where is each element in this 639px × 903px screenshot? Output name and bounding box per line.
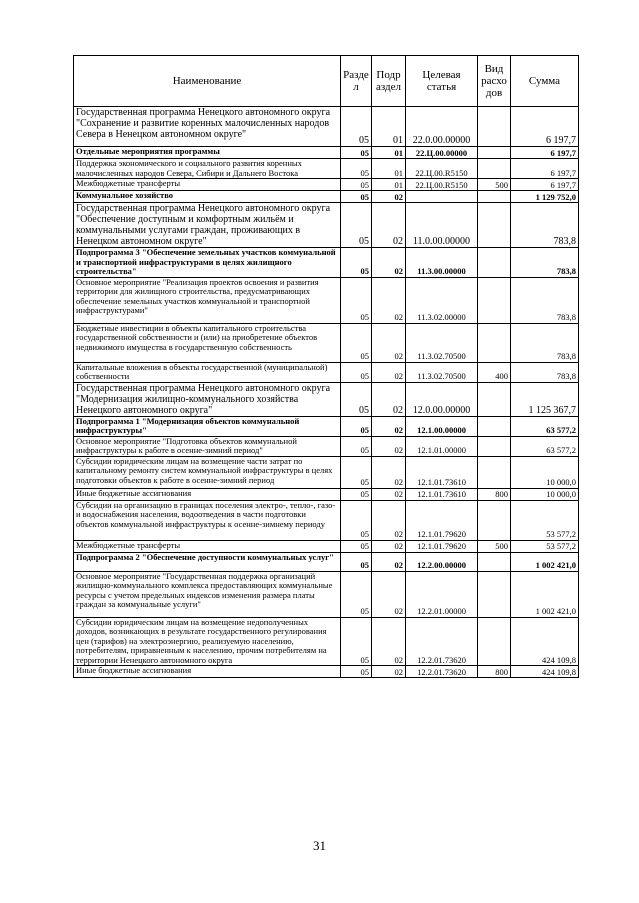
row-podrazdel: 02 xyxy=(372,617,406,666)
row-razdel: 05 xyxy=(341,179,372,191)
row-vid xyxy=(478,416,511,436)
row-vid xyxy=(478,571,511,617)
row-podrazdel: 01 xyxy=(372,179,406,191)
row-target: 22.0.00.00000 xyxy=(406,107,478,147)
row-sum: 63 577,2 xyxy=(511,436,579,456)
row-sum: 1 125 367,7 xyxy=(511,382,579,416)
row-sum: 63 577,2 xyxy=(511,416,579,436)
page-number: 31 xyxy=(313,838,326,853)
row-vid xyxy=(478,617,511,666)
row-podrazdel: 01 xyxy=(372,147,406,159)
row-sum: 10 000,0 xyxy=(511,456,579,488)
row-razdel: 05 xyxy=(341,436,372,456)
row-sum: 783,8 xyxy=(511,323,579,362)
row-vid xyxy=(478,147,511,159)
row-name: Основное мероприятие "Государственная поддержка организаций жилищно-коммунального комплекса предоставляющих коммунальные ресурсы с учетом предельных индексов изменения размера платы граждан за коммунальные услуги" xyxy=(74,571,341,617)
row-razdel: 05 xyxy=(341,456,372,488)
table-body xyxy=(74,107,579,678)
row-sum: 1 129 752,0 xyxy=(511,191,579,203)
row-target: 22.Ц.00.R5150 xyxy=(406,159,478,179)
row-vid: 800 xyxy=(478,488,511,500)
row-podrazdel: 02 xyxy=(372,456,406,488)
table-row xyxy=(74,571,579,617)
table-row xyxy=(74,666,579,678)
row-vid: 400 xyxy=(478,362,511,382)
row-name: Государственная программа Ненецкого автономного округа "Обеспечение доступным и комфортным жильём и коммунальными услугами граждан, проживающих в Ненецком автономном округе" xyxy=(74,203,341,248)
row-sum: 783,8 xyxy=(511,203,579,248)
row-target: 12.2.00.00000 xyxy=(406,552,478,571)
row-podrazdel: 01 xyxy=(372,107,406,147)
row-sum: 783,8 xyxy=(511,362,579,382)
row-target: 11.0.00.00000 xyxy=(406,203,478,248)
row-vid xyxy=(478,191,511,203)
budget-table xyxy=(73,55,579,678)
table-row xyxy=(74,456,579,488)
header-sum: Сумма xyxy=(511,56,579,107)
row-vid: 500 xyxy=(478,540,511,552)
row-target: 12.2.01.00000 xyxy=(406,571,478,617)
row-razdel: 05 xyxy=(341,248,372,278)
row-razdel: 05 xyxy=(341,488,372,500)
header-target: Целевая статья xyxy=(406,56,478,107)
row-name: Субсидии юридическим лицам на возмещение недополученных доходов, возникающих в результате государственного регулирования цен (тарифов) на электроэнергию, реализуемую населению, потребителям, приравненным к населению, прочим потребителям на территории Ненецкого автономного округа xyxy=(74,617,341,666)
table-row xyxy=(74,203,579,248)
row-target: 11.3.02.00000 xyxy=(406,277,478,323)
table-row xyxy=(74,500,579,540)
row-razdel: 05 xyxy=(341,277,372,323)
header-name: Наименование xyxy=(74,56,341,107)
table-row xyxy=(74,382,579,416)
row-name: Государственная программа Ненецкого автономного округа "Модернизация жилищно-коммунального хозяйства Ненецкого автономного округа" xyxy=(74,382,341,416)
row-sum: 6 197,7 xyxy=(511,159,579,179)
row-sum: 10 000,0 xyxy=(511,488,579,500)
row-target: 22.Ц.00.00000 xyxy=(406,147,478,159)
row-vid xyxy=(478,159,511,179)
table-row xyxy=(74,179,579,191)
row-name: Капитальные вложения в объекты государственной (муниципальной) собственности xyxy=(74,362,341,382)
row-vid xyxy=(478,277,511,323)
row-razdel: 05 xyxy=(341,159,372,179)
row-name: Подпрограмма 1 "Модернизация объектов коммунальной инфраструктуры" xyxy=(74,416,341,436)
row-sum: 6 197,7 xyxy=(511,107,579,147)
table-row xyxy=(74,147,579,159)
row-target: 11.3.00.00000 xyxy=(406,248,478,278)
row-sum: 53 577,2 xyxy=(511,500,579,540)
row-sum: 424 109,8 xyxy=(511,666,579,678)
table-row xyxy=(74,362,579,382)
row-name: Иные бюджетные ассигнования xyxy=(74,488,341,500)
table-row xyxy=(74,436,579,456)
row-podrazdel: 02 xyxy=(372,416,406,436)
row-vid xyxy=(478,382,511,416)
row-vid: 800 xyxy=(478,666,511,678)
row-name: Субсидии юридическим лицам на возмещение части затрат по капитальному ремонту систем коммунальной инфраструктуры в целях подготовки объектов к работе в осенне-зимний период xyxy=(74,456,341,488)
row-name: Бюджетные инвестиции в объекты капитального строительства государственной собственности и (или) на приобретение объектов недвижимого имущества в государственную собственность xyxy=(74,323,341,362)
row-target: 11.3.02.70500 xyxy=(406,362,478,382)
row-vid xyxy=(478,107,511,147)
table-row xyxy=(74,552,579,571)
row-name: Иные бюджетные ассигнования xyxy=(74,666,341,678)
row-razdel: 05 xyxy=(341,191,372,203)
row-sum: 783,8 xyxy=(511,277,579,323)
header-razdel: Разде л xyxy=(341,56,372,107)
row-target: 12.1.01.73610 xyxy=(406,456,478,488)
row-name: Государственная программа Ненецкого автономного округа "Сохранение и развитие коренных малочисленных народов Севера в Ненецком автономном округе" xyxy=(74,107,341,147)
row-vid xyxy=(478,323,511,362)
row-razdel: 05 xyxy=(341,416,372,436)
row-razdel: 05 xyxy=(341,666,372,678)
header-vid: Вид расхо дов xyxy=(478,56,511,107)
row-name: Основное мероприятие "Подготовка объектов коммунальной инфраструктуры к работе в осенне-зимний период" xyxy=(74,436,341,456)
row-razdel: 05 xyxy=(341,617,372,666)
row-podrazdel: 02 xyxy=(372,488,406,500)
row-sum: 6 197,7 xyxy=(511,179,579,191)
row-podrazdel: 02 xyxy=(372,277,406,323)
row-podrazdel: 02 xyxy=(372,382,406,416)
row-name: Подпрограмма 3 "Обеспечение земельных участков коммунальной и транспортной инфраструктурами в целях жилищного строительства" xyxy=(74,248,341,278)
row-target: 12.1.01.73610 xyxy=(406,488,478,500)
row-vid xyxy=(478,500,511,540)
row-target: 12.1.00.00000 xyxy=(406,416,478,436)
row-podrazdel: 02 xyxy=(372,191,406,203)
header-row xyxy=(74,56,579,107)
row-podrazdel: 02 xyxy=(372,500,406,540)
row-target: 12.2.01.73620 xyxy=(406,617,478,666)
row-razdel: 05 xyxy=(341,571,372,617)
row-sum: 1 002 421,0 xyxy=(511,571,579,617)
row-name: Коммунальное хозяйство xyxy=(74,191,341,203)
row-name: Основное мероприятие "Реализация проектов освоения и развития территории для жилищного строительства, предусматривающих обеспечение земельных участков коммунальной и транспортной инфраструктурами" xyxy=(74,277,341,323)
row-razdel: 05 xyxy=(341,203,372,248)
row-podrazdel: 01 xyxy=(372,159,406,179)
row-target: 12.1.01.00000 xyxy=(406,436,478,456)
row-vid xyxy=(478,203,511,248)
row-vid xyxy=(478,552,511,571)
row-podrazdel: 02 xyxy=(372,571,406,617)
row-vid: 500 xyxy=(478,179,511,191)
row-name: Подпрограмма 2 "Обеспечение доступности коммунальных услуг" xyxy=(74,552,341,571)
row-vid xyxy=(478,456,511,488)
row-razdel: 05 xyxy=(341,362,372,382)
row-podrazdel: 02 xyxy=(372,362,406,382)
row-razdel: 05 xyxy=(341,540,372,552)
row-target: 22.Ц.00.R5150 xyxy=(406,179,478,191)
row-podrazdel: 02 xyxy=(372,248,406,278)
row-name: Межбюджетные трансферты xyxy=(74,540,341,552)
row-name: Отдельные мероприятия программы xyxy=(74,147,341,159)
row-podrazdel: 02 xyxy=(372,666,406,678)
row-sum: 6 197,7 xyxy=(511,147,579,159)
table-row xyxy=(74,277,579,323)
row-target: 12.2.01.73620 xyxy=(406,666,478,678)
row-podrazdel: 02 xyxy=(372,552,406,571)
row-vid xyxy=(478,436,511,456)
row-target xyxy=(406,191,478,203)
table-row xyxy=(74,159,579,179)
row-target: 12.1.01.79620 xyxy=(406,500,478,540)
row-target: 12.1.01.79620 xyxy=(406,540,478,552)
table-row xyxy=(74,107,579,147)
row-podrazdel: 02 xyxy=(372,436,406,456)
row-sum: 783,8 xyxy=(511,248,579,278)
row-razdel: 05 xyxy=(341,107,372,147)
row-name: Межбюджетные трансферты xyxy=(74,179,341,191)
row-target: 12.0.00.00000 xyxy=(406,382,478,416)
row-podrazdel: 02 xyxy=(372,323,406,362)
row-sum: 53 577,2 xyxy=(511,540,579,552)
row-razdel: 05 xyxy=(341,147,372,159)
row-vid xyxy=(478,248,511,278)
row-sum: 1 002 421,0 xyxy=(511,552,579,571)
table-row xyxy=(74,488,579,500)
table-row xyxy=(74,540,579,552)
row-target: 11.3.02.70500 xyxy=(406,323,478,362)
row-sum: 424 109,8 xyxy=(511,617,579,666)
header-podrazdel: Подр аздел xyxy=(372,56,406,107)
row-razdel: 05 xyxy=(341,382,372,416)
row-razdel: 05 xyxy=(341,323,372,362)
table-row xyxy=(74,617,579,666)
table-row xyxy=(74,416,579,436)
table-row xyxy=(74,248,579,278)
row-razdel: 05 xyxy=(341,552,372,571)
row-razdel: 05 xyxy=(341,500,372,540)
table-row xyxy=(74,191,579,203)
row-podrazdel: 02 xyxy=(372,540,406,552)
table-row xyxy=(74,323,579,362)
row-name: Поддержка экономического и социального развития коренных малочисленных народов Севера, Сибири и Дальнего Востока xyxy=(74,159,341,179)
row-name: Субсидии на организацию в границах поселения электро-, тепло-, газо- и водоснабжения населения, водоотведения в части подготовки объектов коммунальной инфраструктуры к осенне-зимнему периоду xyxy=(74,500,341,540)
row-podrazdel: 02 xyxy=(372,203,406,248)
